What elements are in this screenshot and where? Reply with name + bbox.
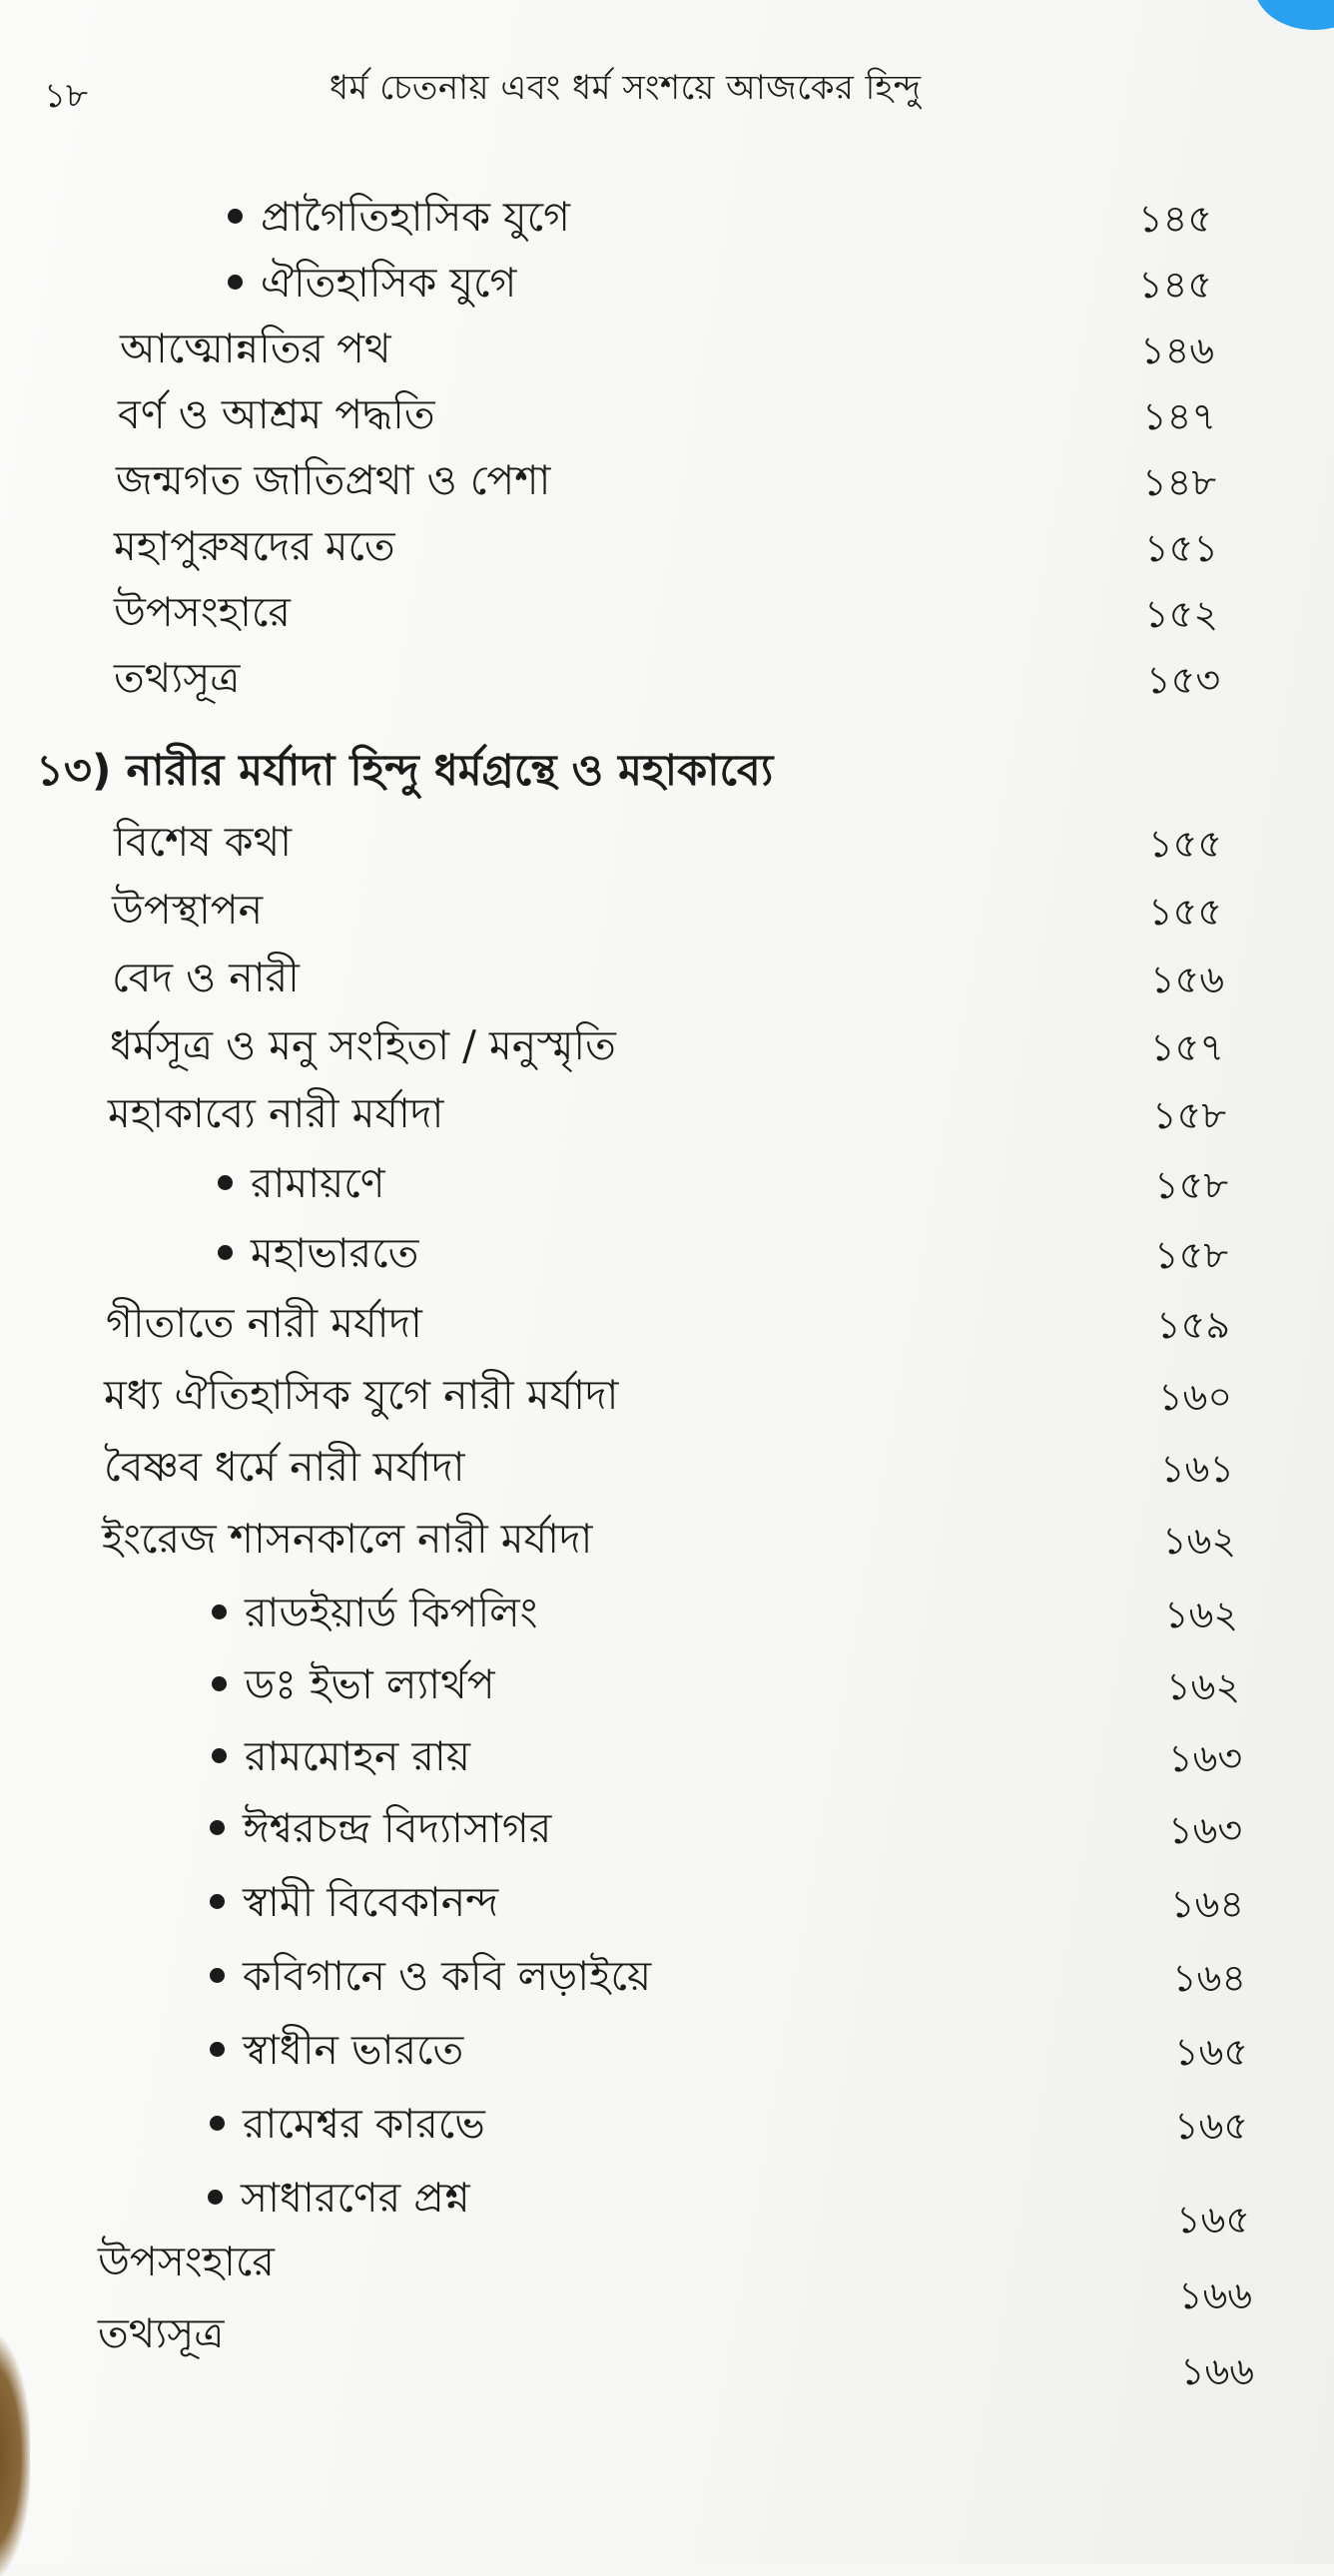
bullet-icon — [218, 1175, 233, 1190]
toc-page-number: ১৬২ — [1164, 1593, 1239, 1636]
toc-entry-text: রামমোহন রায় — [245, 1732, 470, 1780]
toc-page-number: ১৫২ — [1144, 592, 1219, 636]
toc-page-number: ১৬৪ — [1172, 1956, 1247, 2000]
toc-entry-text: উপস্থাপন — [112, 886, 264, 934]
toc-page-number: ১৬০ — [1158, 1375, 1233, 1419]
toc-entry-label — [218, 1152, 385, 1221]
toc-entry — [0, 1436, 1334, 1492]
toc-entry — [0, 2231, 1334, 2317]
toc-entry — [0, 252, 1334, 308]
toc-entry-text: স্বামী বিবেকানন্দ — [243, 1878, 499, 1926]
toc-page-number: ১৬৬ — [1180, 2349, 1255, 2393]
toc-entry-text: গীতাতে নারী মর্যাদা — [106, 1299, 422, 1347]
toc-entry — [0, 1082, 1334, 1138]
toc-entry-text: সাধারণের প্রশ্ন — [241, 2174, 470, 2222]
toc-entry-text: আত্মোন্নতির পথ — [120, 324, 391, 372]
bullet-icon — [212, 1676, 227, 1691]
toc-page-number: ১৫৩ — [1146, 658, 1221, 702]
toc-page-number: ১৬২ — [1166, 1664, 1241, 1708]
toc-entry-text: উপসংহারে — [114, 588, 291, 636]
toc-entry-label — [210, 1945, 651, 2014]
toc-entry-label — [210, 2019, 463, 2088]
toc-entry-text: বর্ণ ও আশ্রম পদ্ধতি — [118, 390, 435, 438]
bullet-icon — [212, 1748, 227, 1763]
toc-page-number: ১৫৮ — [1152, 1093, 1226, 1137]
toc-entry — [0, 1508, 1334, 1564]
toc-page-number: ১৬৩ — [1168, 1736, 1243, 1780]
toc-entry-text: তথ্যসূত্র — [98, 2309, 225, 2357]
page-number: ১৮ — [44, 76, 89, 116]
toc-entry-label — [218, 1222, 418, 1291]
toc-entry-label — [210, 2093, 485, 2162]
toc-page-number: ১৪৭ — [1142, 394, 1217, 438]
toc-entry — [0, 647, 1334, 703]
toc-entry — [0, 1945, 1334, 2001]
toc-entry-label — [228, 186, 570, 255]
toc-entry — [0, 1292, 1334, 1348]
toc-entry — [0, 947, 1334, 1002]
toc-entry-text: জন্মগত জাতিপ্রথা ও পেশা — [116, 456, 551, 504]
toc-entry-text: বেদ ও নারী — [112, 954, 300, 1001]
toc-page-number: ১৬৫ — [1176, 2198, 1251, 2242]
toc-entry — [0, 581, 1334, 637]
toc-page-number: ১৬৬ — [1178, 2273, 1253, 2317]
bullet-icon — [210, 2042, 225, 2057]
toc-page-number: ১৫১ — [1144, 526, 1218, 570]
toc-entry-text: তথ্যসূত্র — [114, 654, 241, 702]
toc-entry-text: ধর্মসূত্র ও মনু সংহিতা / মনুস্মৃতি — [110, 1021, 616, 1069]
toc-entry-text: কবিগানে ও কবি লড়াইয়ে — [243, 1952, 652, 2000]
running-title: ধর্ম চেতনায় এবং ধর্ম সংশয়ে আজকের হিন্দু — [330, 68, 922, 108]
toc-entry — [0, 449, 1334, 505]
toc-entry-text: ইংরেজ শাসনকালে নারী মর্যাদা — [102, 1515, 593, 1563]
toc-entry — [0, 383, 1334, 439]
toc-entry-text: ডঃ ইভা ল্যার্থপ — [245, 1660, 495, 1708]
bullet-icon — [212, 1605, 227, 1619]
toc-entry-label — [210, 1797, 551, 1866]
toc-page-number: ১৫৫ — [1148, 822, 1222, 866]
toc-entry — [0, 1725, 1334, 1781]
toc-entry-label — [212, 1582, 537, 1650]
toc-entry-text: বৈষ্ণব ধর্মে নারী মর্যাদা — [104, 1443, 465, 1491]
toc-entry-label — [212, 1653, 495, 1722]
toc-page-number: ১৬১ — [1160, 1447, 1235, 1491]
toc-entry — [0, 2019, 1334, 2075]
bullet-icon — [210, 2116, 225, 2131]
toc-entry-text: ঐতিহাসিক যুগে — [261, 259, 517, 307]
toc-page-number: ১৪৮ — [1142, 460, 1216, 504]
toc-entry — [0, 2167, 1334, 2242]
toc-entry — [0, 2302, 1334, 2393]
bullet-icon — [210, 1894, 225, 1909]
toc-page-number: ১৪৬ — [1140, 328, 1215, 372]
toc-entry — [0, 1152, 1334, 1208]
toc-entry-text: রামায়ণে — [251, 1159, 385, 1207]
toc-entry-label — [212, 1725, 470, 1794]
toc-entry-text: উপসংহারে — [98, 2238, 275, 2285]
bullet-icon — [228, 209, 243, 224]
toc-entry — [0, 1014, 1334, 1070]
toc-entry — [0, 1582, 1334, 1637]
toc-entry — [0, 318, 1334, 373]
toc-entry-text: মধ্য ঐতিহাসিক যুগে নারী মর্যাদা — [104, 1371, 619, 1419]
toc-entry — [0, 1222, 1334, 1278]
toc-entry — [0, 1797, 1334, 1853]
bullet-icon — [208, 2190, 223, 2205]
toc-entry — [0, 1653, 1334, 1709]
toc-entry-label — [210, 1871, 498, 1940]
bullet-icon — [228, 275, 243, 290]
bullet-icon — [210, 1820, 225, 1835]
toc-entry-text: মহাকাব্যে নারী মর্যাদা — [108, 1089, 444, 1137]
bullet-icon — [210, 1968, 225, 1983]
toc-entry-label — [208, 2167, 470, 2236]
toc-page-number: ১৫৯ — [1156, 1303, 1230, 1347]
toc-page-number: ১৬৫ — [1174, 2104, 1249, 2148]
toc-entry — [0, 186, 1334, 242]
toc-entry-text: রামেশ্বর কারভে — [243, 2100, 485, 2148]
toc-page-number: ১৬৩ — [1168, 1808, 1243, 1852]
toc-entry — [0, 811, 1334, 867]
chapter-title: ১৩) নারীর মর্যাদা হিন্দু ধর্মগ্রন্থে ও মহাকাব্যে — [36, 746, 774, 796]
toc-entry-label — [228, 252, 516, 321]
toc-page-number: ১৪৫ — [1138, 197, 1212, 241]
toc-page-number: ১৬৪ — [1170, 1882, 1245, 1926]
toc-entry — [0, 2093, 1334, 2149]
toc-entry-text: মহাভারতে — [251, 1229, 419, 1277]
chapter-heading — [0, 739, 1334, 795]
toc-entry — [0, 1364, 1334, 1420]
toc-entry-text: রাডইয়ার্ড কিপলিং — [245, 1589, 538, 1636]
bullet-icon — [218, 1245, 233, 1260]
toc-page-number: ১৫৮ — [1154, 1163, 1228, 1207]
toc-entry-text: ঈশ্বরচন্দ্র বিদ্যাসাগর — [243, 1804, 552, 1852]
toc-page-number: ১৬২ — [1162, 1519, 1237, 1563]
toc-page-number: ১৬৫ — [1174, 2030, 1249, 2074]
toc-entry-text: স্বাধীন ভারতে — [243, 2026, 464, 2074]
toc-entry — [0, 879, 1334, 935]
toc-entry — [0, 1871, 1334, 1927]
toc-page-number: ১৫৭ — [1150, 1025, 1225, 1069]
toc-entry — [0, 515, 1334, 571]
toc-page-number: ১৪৫ — [1138, 263, 1212, 307]
toc-page-number: ১৫৬ — [1150, 958, 1225, 1001]
toc-page-number: ১৫৫ — [1148, 890, 1222, 934]
toc-entry-text: বিশেষ কথা — [114, 818, 293, 866]
toc-entry-text: প্রাগৈতিহাসিক যুগে — [261, 193, 571, 241]
toc-page-number: ১৫৮ — [1154, 1233, 1228, 1277]
toc-entry-text: মহাপুরুষদের মতে — [114, 522, 395, 570]
